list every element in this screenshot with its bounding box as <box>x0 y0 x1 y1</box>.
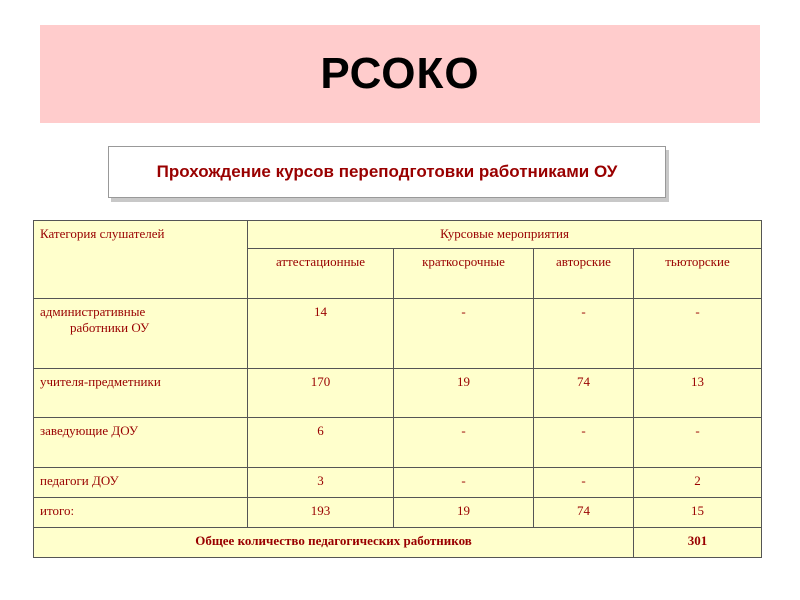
table-cell: 13 <box>634 369 762 418</box>
row-category: итого: <box>34 498 248 528</box>
table-cell: 193 <box>248 498 394 528</box>
table-cell: 19 <box>394 498 534 528</box>
subtitle: Прохождение курсов переподготовки работниками ОУ <box>156 162 618 181</box>
table-row <box>34 299 762 369</box>
row-category: заведующие ДОУ <box>34 418 248 468</box>
column-header: аттестационные <box>248 249 394 299</box>
table-cell: 15 <box>634 498 762 528</box>
table-cell: 6 <box>248 418 394 468</box>
column-header: авторские <box>534 249 634 299</box>
courses-table <box>33 220 762 558</box>
row-category: педагоги ДОУ <box>34 468 248 498</box>
table-cell: 74 <box>534 498 634 528</box>
table-row <box>34 498 762 528</box>
table-cell: - <box>394 418 534 468</box>
row-category: учителя-предметники <box>34 369 248 418</box>
table-row <box>34 468 762 498</box>
table-cell: - <box>634 418 762 468</box>
column-header: краткосрочные <box>394 249 534 299</box>
table-cell: 19 <box>394 369 534 418</box>
total-value: 301 <box>634 528 762 558</box>
table-row <box>34 369 762 418</box>
table-cell: 74 <box>534 369 634 418</box>
header-category: Категория слушателей <box>34 221 248 299</box>
table-cell: 14 <box>248 299 394 369</box>
table-cell: - <box>394 299 534 369</box>
header-events: Курсовые мероприятия <box>248 221 762 249</box>
table-cell: 170 <box>248 369 394 418</box>
table-cell: - <box>634 299 762 369</box>
title-band <box>40 25 760 123</box>
row-category-line: административные <box>40 304 146 319</box>
page-title: РСОКО <box>320 49 480 98</box>
total-label: Общее количество педагогических работников <box>34 528 634 558</box>
row-category-line: работники ОУ <box>70 320 150 335</box>
table-cell: - <box>534 468 634 498</box>
table-cell: - <box>534 418 634 468</box>
row-category <box>34 299 248 369</box>
total-row <box>34 528 762 558</box>
column-header: тьюторские <box>634 249 762 299</box>
table-cell: 2 <box>634 468 762 498</box>
table-cell: 3 <box>248 468 394 498</box>
subtitle-box <box>108 146 666 198</box>
table-cell: - <box>534 299 634 369</box>
table-row <box>34 418 762 468</box>
table-cell: - <box>394 468 534 498</box>
